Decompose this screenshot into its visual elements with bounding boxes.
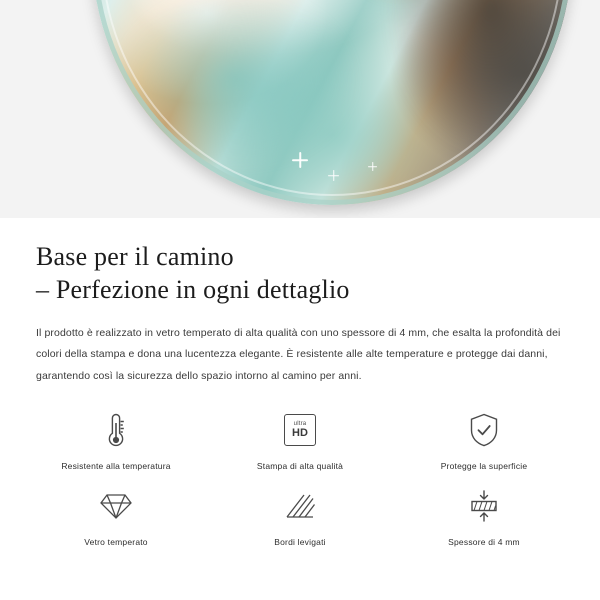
shield-check-icon [467,409,501,451]
feature-item [392,409,576,471]
feature-item [208,485,392,547]
feature-item [208,409,392,471]
feature-item [392,485,576,547]
feature-item [24,409,208,471]
thermometer-icon [103,409,129,451]
feature-item [24,485,208,547]
description-paragraph: Il prodotto è realizzato in vetro temperato di alta qualità con uno spessore di 4 mm, che esalta la profondità dei colori della stampa e dona una lucentezza elegante. È resistente alle alte temperature e protegge dai danni, garantendo così la sicurezza dello spazio intorno al camino per anni. [36,326,561,382]
sparkle-icon [328,170,339,181]
marble-swirl-dark [380,0,572,165]
ultra-hd-badge-top: ultra [293,421,307,428]
feature-label: Stampa di alta qualità [256,461,344,472]
sparkle-icon [368,162,377,171]
diamond-icon [99,485,133,527]
feature-label: Protegge la superficie [440,461,528,472]
hero-image [0,0,600,218]
feature-label: Spessore di 4 mm [448,537,520,548]
headline-line-1: Base per il camino [36,242,234,271]
feature-label: Resistente alla temperatura [61,461,171,472]
polished-edges-icon [284,485,316,527]
feature-grid [0,409,600,547]
feature-label: Vetro temperato [84,537,148,548]
ultra-hd-icon [284,409,316,451]
ultra-hd-badge-bottom: HD [292,427,308,440]
thickness-arrows-icon [467,485,501,527]
text-content [0,240,600,387]
headline-line-2: – Perfezione in ogni dettaglio [36,275,350,305]
page-title [36,240,564,307]
feature-label: Bordi levigati [274,537,326,548]
